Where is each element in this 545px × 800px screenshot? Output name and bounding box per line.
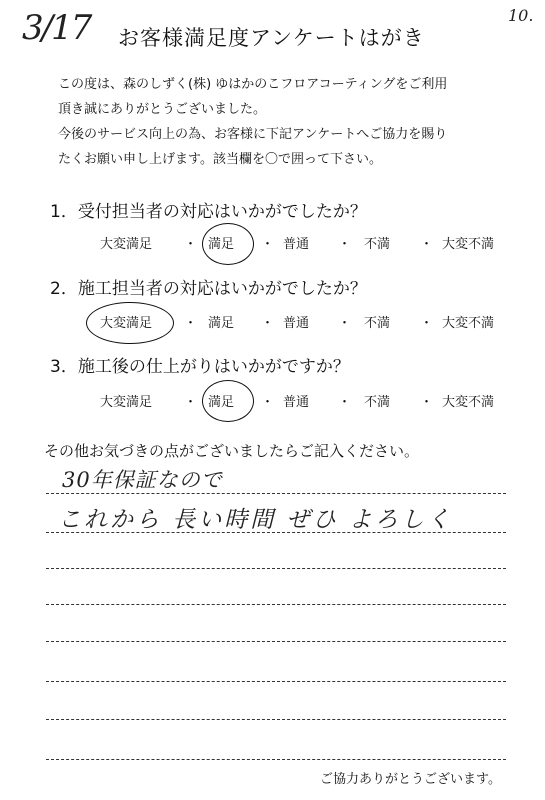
handwritten-comment-line-1[interactable]: 30年保証なので bbox=[62, 468, 223, 492]
option-satisfied[interactable]: 満足 bbox=[208, 237, 235, 252]
question-1: 1．受付担当者の対応はいかがでしたか？ bbox=[50, 202, 367, 222]
option-separator: ・ bbox=[261, 395, 275, 410]
question-2-options bbox=[0, 308, 545, 334]
option-neutral[interactable]: 普通 bbox=[283, 316, 310, 331]
handwritten-count: 10. bbox=[508, 6, 534, 25]
question-3: 3．施工後の仕上がりはいかがですか？ bbox=[50, 357, 350, 377]
option-separator: ・ bbox=[184, 316, 198, 331]
comment-line bbox=[46, 532, 506, 533]
option-separator: ・ bbox=[184, 237, 198, 252]
footer-thanks: ご協力ありがとうございます。 bbox=[320, 772, 501, 787]
comment-line bbox=[46, 681, 506, 682]
comment-line bbox=[46, 604, 506, 605]
option-satisfied[interactable]: 満足 bbox=[208, 395, 235, 410]
comments-label: その他お気づきの点がございましたらご記入ください。 bbox=[44, 442, 420, 460]
option-separator: ・ bbox=[420, 237, 434, 252]
selection-circle-q1 bbox=[202, 223, 254, 265]
option-very-dissatisfied[interactable]: 大変不満 bbox=[442, 395, 495, 410]
question-2: 2．施工担当者の対応はいかがでしたか？ bbox=[50, 279, 367, 299]
option-neutral[interactable]: 普通 bbox=[283, 237, 310, 252]
option-very-dissatisfied[interactable]: 大変不満 bbox=[442, 237, 495, 252]
option-very-dissatisfied[interactable]: 大変不満 bbox=[442, 316, 495, 331]
comment-line bbox=[46, 641, 506, 642]
question-1-options bbox=[0, 229, 545, 255]
option-very-satisfied[interactable]: 大変満足 bbox=[100, 316, 153, 331]
option-separator: ・ bbox=[338, 316, 352, 331]
comment-line bbox=[46, 568, 506, 569]
option-separator: ・ bbox=[420, 316, 434, 331]
handwritten-comment-line-2[interactable]: これから 長い時間 ぜひ よろしく bbox=[58, 507, 453, 533]
option-dissatisfied[interactable]: 不満 bbox=[364, 316, 391, 331]
option-separator: ・ bbox=[338, 237, 352, 252]
question-3-options bbox=[0, 387, 545, 413]
selection-circle-q2 bbox=[86, 302, 174, 344]
selection-circle-q3 bbox=[202, 380, 254, 422]
intro-line-3: 今後のサービス向上の為、お客様に下記アンケートへご協力を賜り bbox=[58, 127, 448, 142]
intro-line-2: 頂き誠にありがとうございました。 bbox=[58, 102, 267, 117]
option-very-satisfied[interactable]: 大変満足 bbox=[100, 237, 153, 252]
page-title: お客様満足度アンケートはがき bbox=[118, 26, 425, 50]
option-neutral[interactable]: 普通 bbox=[283, 395, 310, 410]
option-dissatisfied[interactable]: 不満 bbox=[364, 237, 391, 252]
intro-line-1: この度は、森のしずく(株) ゆはかのこフロアコーティングをご利用 bbox=[58, 77, 448, 92]
comment-line bbox=[46, 719, 506, 720]
option-satisfied[interactable]: 満足 bbox=[208, 316, 235, 331]
option-separator: ・ bbox=[261, 237, 275, 252]
option-separator: ・ bbox=[261, 316, 275, 331]
option-separator: ・ bbox=[420, 395, 434, 410]
comment-line bbox=[46, 759, 506, 760]
comment-line bbox=[46, 493, 506, 494]
handwritten-date: 3/17 bbox=[22, 8, 91, 48]
option-dissatisfied[interactable]: 不満 bbox=[364, 395, 391, 410]
option-very-satisfied[interactable]: 大変満足 bbox=[100, 395, 153, 410]
option-separator: ・ bbox=[338, 395, 352, 410]
intro-line-4: たくお願い申し上げます。該当欄を〇で囲って下さい。 bbox=[58, 152, 382, 167]
option-separator: ・ bbox=[184, 395, 198, 410]
